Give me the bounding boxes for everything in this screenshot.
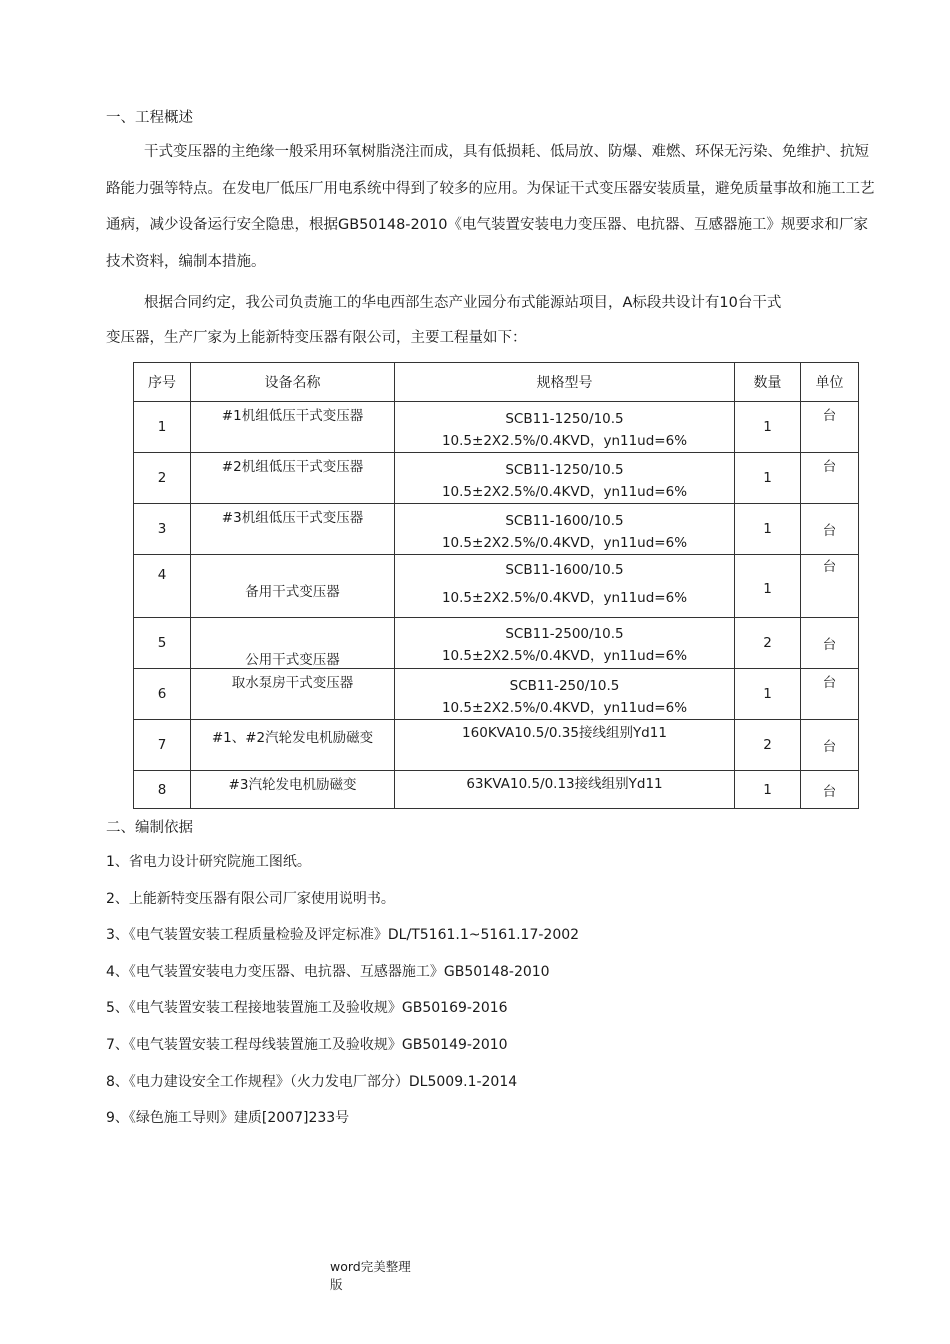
section1-paragraph1 [106, 134, 881, 280]
spec-line1: SCB11-1250/10.5 [505, 462, 624, 478]
header-no: 序号 [134, 363, 191, 402]
row-name: #1机组低压干式变压器 [191, 402, 395, 453]
row-unit: 台 [801, 504, 859, 555]
row-name: 备用干式变压器 [191, 555, 395, 618]
section2-heading: 二、编制依据 [106, 820, 193, 836]
row-spec [395, 771, 735, 809]
reference-item: 7、《电气装置安装工程母线装置施工及验收规》GB50149-2010 [106, 1037, 508, 1053]
row-qty: 1 [735, 669, 801, 720]
row-unit: 台 [801, 720, 859, 771]
spec-line1: 63KVA10.5/0.13接线组别Yd11 [466, 776, 663, 792]
table-row [134, 453, 859, 504]
spec-line1: SCB11-1600/10.5 [505, 513, 624, 529]
row-qty: 1 [735, 555, 801, 618]
spec-line1: SCB11-2500/10.5 [505, 626, 624, 642]
table-row [134, 669, 859, 720]
table-header-row [134, 363, 859, 402]
row-unit: 台 [801, 402, 859, 453]
row-spec [395, 618, 735, 669]
row-spec [395, 453, 735, 504]
row-no: 1 [134, 402, 191, 453]
row-spec [395, 669, 735, 720]
spec-line1: SCB11-250/10.5 [509, 678, 620, 694]
row-qty: 2 [735, 720, 801, 771]
row-no: 4 [134, 555, 191, 618]
row-qty: 1 [735, 771, 801, 809]
spec-line2: 10.5±2X2.5%/0.4KVD，yn11ud=6% [441, 648, 688, 664]
header-spec: 规格型号 [395, 363, 735, 402]
footer-line1: word完美整理 [330, 1259, 411, 1274]
row-spec [395, 720, 735, 771]
footer-line2: 版 [330, 1277, 343, 1292]
para2-line2: 变压器，生产厂家为上能新特变压器有限公司，主要工程量如下： [106, 329, 527, 346]
reference-item: 5、《电气装置安装工程接地装置施工及验收规》GB50169-2016 [106, 1000, 508, 1016]
table-row [134, 402, 859, 453]
row-no: 6 [134, 669, 191, 720]
row-unit: 台 [801, 771, 859, 809]
reference-item: 9、《绿色施工导则》建质[2007]233号 [106, 1110, 350, 1126]
para2-line1: 根据合同约定，我公司负责施工的华电西部生态产业园分布式能源站项目，A标段共设计有10台干式 [144, 295, 782, 311]
table-row [134, 771, 859, 809]
header-name: 设备名称 [191, 363, 395, 402]
header-qty: 数量 [735, 363, 801, 402]
row-name: 取水泵房干式变压器 [191, 669, 395, 720]
row-no: 5 [134, 618, 191, 669]
row-unit: 台 [801, 669, 859, 720]
page-footer [330, 1258, 411, 1294]
row-name: #3机组低压干式变压器 [191, 504, 395, 555]
row-spec [395, 504, 735, 555]
row-qty: 1 [735, 402, 801, 453]
reference-item: 8、《电力建设安全工作规程》（火力发电厂部分）DL5009.1-2014 [106, 1074, 518, 1090]
row-name: #2机组低压干式变压器 [191, 453, 395, 504]
row-name: 公用干式变压器 [191, 618, 395, 669]
spec-line1: 160KVA10.5/0.35接线组别Yd11 [462, 725, 667, 741]
table-row [134, 618, 859, 669]
row-name: #1、#2汽轮发电机励磁变 [191, 720, 395, 771]
row-unit: 台 [801, 618, 859, 669]
table-row [134, 504, 859, 555]
row-no: 7 [134, 720, 191, 771]
row-unit: 台 [801, 453, 859, 504]
spec-line2: 10.5±2X2.5%/0.4KVD，yn11ud=6% [441, 484, 688, 500]
table-row [134, 720, 859, 771]
row-name: #3汽轮发电机励磁变 [191, 771, 395, 809]
header-unit: 单位 [801, 363, 859, 402]
row-no: 3 [134, 504, 191, 555]
row-qty: 1 [735, 504, 801, 555]
spec-line2: 10.5±2X2.5%/0.4KVD，yn11ud=6% [441, 700, 688, 716]
reference-item: 1、省电力设计研究院施工图纸。 [106, 854, 311, 870]
reference-item: 2、上能新特变压器有限公司厂家使用说明书。 [106, 891, 395, 907]
section1-heading: 一、工程概述 [106, 110, 193, 126]
spec-line2: 10.5±2X2.5%/0.4KVD，yn11ud=6% [441, 433, 688, 449]
row-spec [395, 555, 735, 618]
section1-paragraph2 [106, 285, 881, 356]
table-row [134, 555, 859, 618]
row-qty: 1 [735, 453, 801, 504]
row-no: 8 [134, 771, 191, 809]
reference-item: 4、《电气装置安装电力变压器、电抗器、互感器施工》GB50148-2010 [106, 964, 550, 980]
row-unit: 台 [801, 555, 859, 618]
equipment-table [133, 362, 859, 809]
spec-line1: SCB11-1250/10.5 [505, 411, 624, 427]
row-spec [395, 402, 735, 453]
para1-text: 干式变压器的主绝缘一般采用环氧树脂浇注而成，具有低损耗、低局放、防爆、难燃、环保无污染、免维护、抗短路能力强等特点。在发电厂低压厂用电系统中得到了较多的应用。为保证干式变压器安装质量，避免质量事故和施工工艺通病，减少设备运行安全隐患，根据GB50148-2010《电气装置安装电力变压器、电抗器、互感器施工》规要求和厂家技术资料，编制本措施。 [106, 144, 875, 270]
spec-line2: 10.5±2X2.5%/0.4KVD，yn11ud=6% [441, 590, 688, 606]
row-no: 2 [134, 453, 191, 504]
reference-item: 3、《电气装置安装工程质量检验及评定标准》DL/T5161.1~5161.17-2002 [106, 927, 580, 943]
spec-line1: SCB11-1600/10.5 [505, 562, 624, 578]
spec-line2: 10.5±2X2.5%/0.4KVD，yn11ud=6% [441, 535, 688, 551]
row-qty: 2 [735, 618, 801, 669]
